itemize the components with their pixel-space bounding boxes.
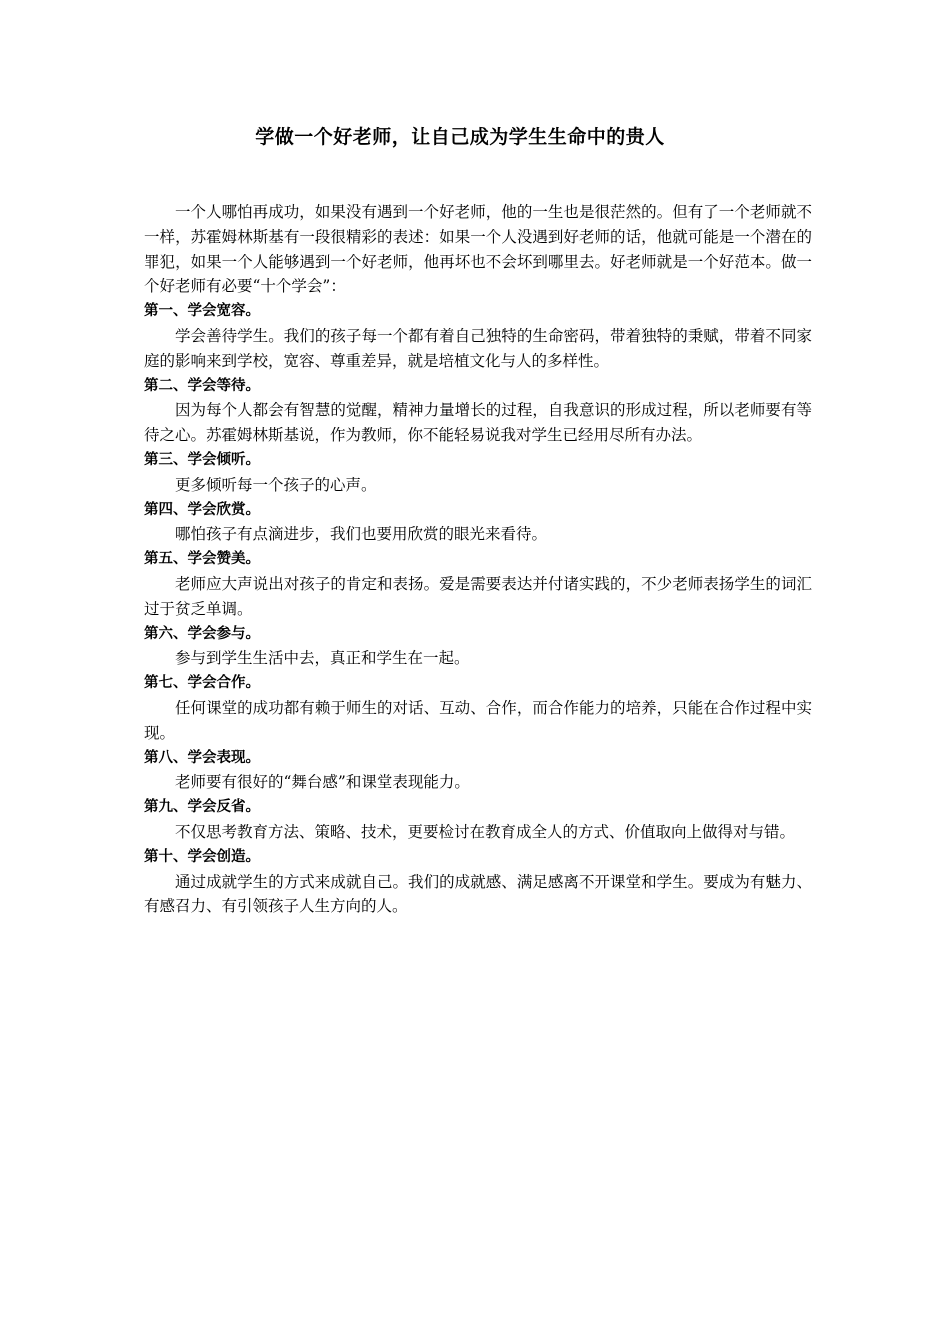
section-text: 通过成就学生的方式来成就自己。我们的成就感、满足感离不开课堂和学生。要成为有魅力、有感召力、有引领孩子人生方向的人。 [144,872,812,916]
section-5 [144,547,812,621]
document-title: 学做一个好老师，让自己成为学生生命中的贵人 [255,126,665,148]
section-heading: 第九、学会反省。 [144,799,260,816]
section-4 [144,498,812,548]
section-1 [144,299,812,373]
section-2 [144,374,812,448]
section-heading: 第二、学会等待。 [144,377,260,394]
section-heading: 第一、学会宽容。 [144,303,260,320]
section-text: 哪怕孩子有点滴进步，我们也要用欣赏的眼光来看待。 [175,525,548,544]
section-3 [144,448,812,498]
section-heading: 第三、学会倾听。 [144,451,260,468]
section-7 [144,671,812,745]
section-text: 老师应大声说出对孩子的肯定和表扬。爱是需要表达并付诸实践的，不少老师表扬学生的词汇过于贫乏单调。 [144,574,812,618]
section-heading: 第五、学会赞美。 [144,551,260,568]
section-8 [144,746,812,796]
section-6 [144,622,812,672]
section-heading: 第八、学会表现。 [144,749,260,766]
section-heading: 第四、学会欣赏。 [144,501,260,518]
section-text: 因为每个人都会有智慧的觉醒，精神力量增长的过程，自我意识的形成过程，所以老师要有等待之心。苏霍姆林斯基说，作为教师，你不能轻易说我对学生已经用尽所有办法。 [144,401,812,445]
section-text: 参与到学生生活中去，真正和学生在一起。 [175,649,470,668]
document-body [144,200,812,919]
section-text: 任何课堂的成功都有赖于师生的对话、互动、合作，而合作能力的培养，只能在合作过程中实现。 [144,698,812,742]
section-heading: 第七、学会合作。 [144,675,260,692]
section-10 [144,845,812,919]
section-text: 老师要有很好的“舞台感”和课堂表现能力。 [175,773,470,792]
section-heading: 第十、学会创造。 [144,848,260,865]
section-heading: 第六、学会参与。 [144,625,260,642]
section-text: 更多倾听每一个孩子的心声。 [175,475,377,494]
section-text: 不仅思考教育方法、策略、技术，更要检讨在教育成全人的方式、价值取向上做得对与错。 [175,822,796,841]
section-9 [144,795,812,845]
section-text: 学会善待学生。我们的孩子每一个都有着自己独特的生命密码，带着独特的秉赋，带着不同家庭的影响来到学校，宽容、尊重差异，就是培植文化与人的多样性。 [144,326,812,370]
intro-paragraph: 一个人哪怕再成功，如果没有遇到一个好老师，他的一生也是很茫然的。但有了一个老师就不一样，苏霍姆林斯基有一段很精彩的表述：如果一个人没遇到好老师的话，他就可能是一个潜在的罪犯，如果一个人能够遇到一个好老师，他再坏也不会坏到哪里去。好老师就是一个好范本。做一个好老师有必要“十个学会”： [144,203,812,296]
